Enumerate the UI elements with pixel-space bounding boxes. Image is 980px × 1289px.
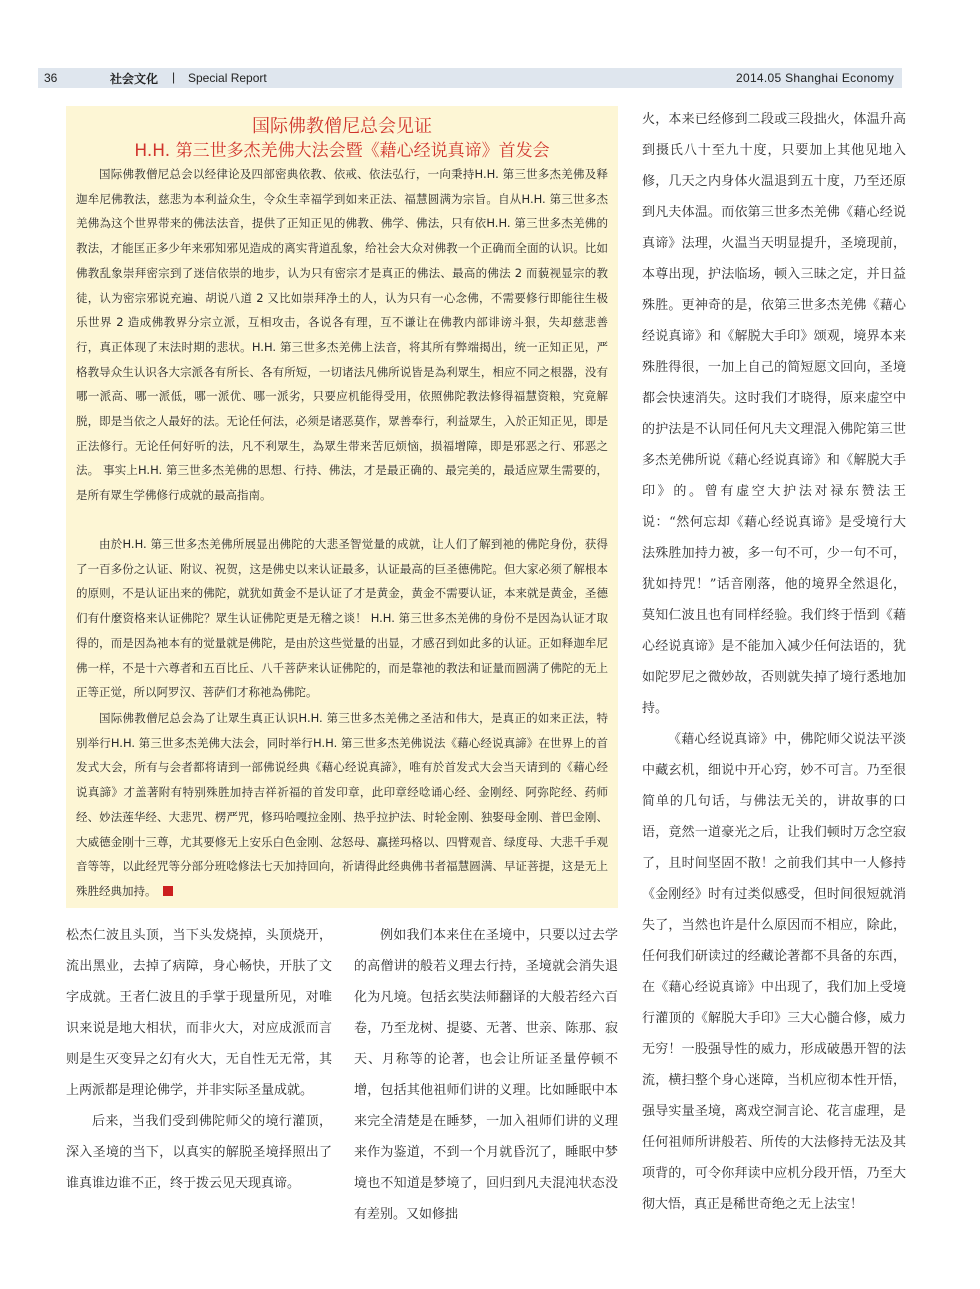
column-right-paragraph-2: 《藉心经说真谛》中，佛陀师父说法平淡中藏玄机，细说中开心窍，妙不可言。乃至很简单的几句话，与佛法无关的，讲故事的口语，竟然一道豪光之后，让我们顿时万念空寂了，且时间坚固不散！之前我们其中一人修持《金刚经》时有过类似感受，但时间很短就消失了，当然也许是什么原因而不相应，除此，任何我们研读过的经藏论著都不具备的东西，在《藉心经说真谛》中出现了，我们加上受境行灌顶的《解脱大手印》三大心髓合修，威力无穷！一股强导性的威力，形成破愚开智的法流，横扫整个身心迷障，当机应彻本性开悟，强导实量圣境，离戏空洞言论、花言虚理，是任何祖师所讲般若、所传的大法修持无法及其项背的，可令你拜读中应机分段开悟，乃至大彻大悟，真正是稀世奇绝之无上法宝！ <box>642 732 906 1212</box>
announcement-subtitle: H.H. 第三世多杰羌佛大法会暨《藉心经说真谛》首发会 <box>134 141 550 161</box>
column-middle-paragraph-1: 例如我们本来住在圣境中，只要以过去学的高僧讲的般若义理去行持，圣境就会消失退化为凡境。包括玄奘法师翻译的大般若经六百卷，乃至龙树、提婆、无著、世亲、陈那、寂天、月称等的论著，也会让所证圣量停顿不增，包括其他祖师们讲的义理。比如睡眠中本来完全清楚是在睡梦，一加入祖师们讲的义理来作为鉴道，不到一个月就昏沉了，睡眠中梦境也不知道是梦境了，回归到凡夫混沌状态没有差别。又如修拙 <box>354 928 618 1222</box>
announcement-box <box>66 106 618 908</box>
column-right-paragraph-1: 火，本来已经修到二段或三段拙火，体温升高到摄氏八十至九十度，只要加上其他见地入修，几天之内身体火温退到五十度，乃至还原到凡夫体温。而依第三世多杰羌佛《藉心经说真谛》法理，火温当天明显提升，圣境现前，本尊出现，护法临场，顿入三昧之定，并日益殊胜。更神奇的是，依第三世多杰羌佛《藉心经说真谛》和《解脱大手印》颂观，境界本来殊胜得很，一加上自己的简短愿文回向，圣境都会快速消失。这时我们才晓得，原来虚空中的护法是不认同任何凡夫文理混入佛陀第三世多杰羌佛所说《藉心经说真谛》和《解脱大手印》的。曾有虚空大护法对禄东赞法王说：“然何忘却《藉心经说真谛》是受境行大法殊胜加持力被，多一句不可，少一句不可，犹如持咒！”话音刚落，他的境界全然退化，莫知仁波且也有同样经验。我们终于悟到《藉心经说真谛》是不能加入减少任何法语的，犹如陀罗尼之微妙故，否则就失掉了境行悉地加持。 <box>642 112 906 716</box>
section-name: 社会文化 <box>110 72 159 86</box>
column-left-paragraph-2: 后来，当我们受到佛陀师父的境行灌顶，深入圣境的当下，以真实的解脱圣境择照出了谁真谁边谁不正，终于拨云见天现真谛。 <box>66 1114 332 1191</box>
text-column-middle <box>354 920 618 1230</box>
announcement-paragraph-3-text: 国际佛教僧尼总会為了让眾生真正认识H.H. 第三世多杰羌佛之圣洁和伟大，是真正的如来正法，特别举行H.H. 第三世多杰羌佛大法会，同时举行H.H. 第三世多杰羌佛说法《藉心经说真諦》在世界上的首发式大会，所有与会者都将请到一部佛说经典《藉心经说真諦》，唯有於首发式大会当天请到的《藉心经说真諦》才盖著附有特别殊胜加持吉祥祈福的首发印章，此印章经唸诵心经、金刚经、阿弥陀经、药师经、妙法莲华经、大悲咒、楞严咒，修玛哈嘎拉金刚、热乎拉护法、时轮金刚、独娶母金刚、普巴金刚、大威德金刚十三尊，尤其要修无上安乐白色金刚、忿怒母、赢搓玛格以、四臂观音、绿度母、大悲千手观音等等，以此经咒等分部分班唸修法七天加持回向，祈请得此经典佛书者福慧圆满、早证菩提，这是无上殊胜经典加持。 <box>76 711 608 898</box>
text-column-right <box>642 104 906 1220</box>
page-header <box>38 68 902 88</box>
announcement-paragraph-2: 由於H.H. 第三世多杰羌佛所展显出佛陀的大悲圣智觉量的成就，让人们了解到祂的佛陀身份，获得了一百多份之认证、附议、祝贺，这是佛史以来认证最多，认证最高的巨圣德佛陀。但大家必须了解根本的原则，不是认证出来的佛陀，就犹如黄金不是认证了才是黄金，黄金不需要认证，本来就是黄金，圣德们有什麼资格来认证佛陀？眾生认证佛陀更是无稽之谈！ H.H. 第三世多杰羌佛的身份不是因為认证才取得的，而是因為祂本有的觉量就是佛陀，是由於这些觉量的出显，才感召到如此多的认证。正如释迦牟尼佛一样，不是十六尊者和五百比丘、八千菩萨来认证佛陀的，而是靠祂的教法和证量而圆满了佛陀的无上正等正觉，所以阿罗汉、菩萨们才称祂為佛陀。 <box>76 537 608 700</box>
issue-label: 2014.05 Shanghai Economy <box>736 71 894 85</box>
header-separator: | <box>172 70 176 84</box>
section-report-label: Special Report <box>188 71 267 85</box>
column-left-paragraph-1: 松杰仁波且头顶，当下头发烧掉，头顶烧开，流出黑业，去掉了病障，身心畅快，开肤了文字成就。王者仁波且的手掌于现量所见，对唯识来说是地大相状，而非火大，对应成派而言则是生灭变异之幻有火大，无自性无无常，其上两派都是理论佛学，并非实际圣量成就。 <box>66 928 332 1098</box>
announcement-paragraph-1: 国际佛教僧尼总会以经律论及四部密典依教、依戒、依法弘行，一向秉持H.H. 第三世多杰羌佛及释迦牟尼佛教法，慈悲为本利益众生，令众生幸福学到如来正法、福慧圆满为宗旨。自从H.H. 第三世多杰羌佛為这个世界带来的佛法法音，提供了正知正见的佛教、佛学、佛法，只有依H.H. 第三世多杰羌佛的教法，才能匡正多少年来邪知邪见造成的离实背道乱象，给社会大众对佛教一个正确而全面的认识。比如佛教乱象崇拜密宗到了迷信依崇的地步，认为只有密宗才是真正的佛法、最高的佛法 2 而藐视显宗的教徒，认为密宗邪说充遍、胡说八道 2 又比如崇拜净土的人，认为只有一心念佛，不需要修行即能往生极乐世界 2 造成佛教界分宗立派，互相攻击，各说各有理，互不谦让在佛教内部诽谤斗狠，失却慈悲善行，真正体现了末法时期的悲状。H.H. 第三世多杰羌佛上法音，将其所有弊端揭出，统一正知正见，严格教导众生认识各大宗派各有所长、各有所短，一切诸法凡佛所说皆是為利眾生，相应不同之根器，没有哪一派高、哪一派低，哪一派优、哪一派劣，只要应机能得受用，依照佛陀教法修得福慧资粮，究竟解脱，即是当依之人最好的法。无论任何法，必须是诸恶莫作，眾善奉行，利益眾生，入於正知正见，即是正法修行。无论任何好听的法，凡不利眾生，為眾生带来苦厄烦恼，损福增障，即是邪恶之行、邪恶之法。 事实上H.H. 第三世多杰羌佛的思想、行持、佛法，才是最正确的、最完美的，最适应眾生需要的，是所有眾生学佛修行成就的最高指南。 <box>76 167 608 503</box>
text-column-left <box>66 920 332 1199</box>
announcement-title: 国际佛教僧尼总会见证 <box>252 116 432 137</box>
page-number: 36 <box>44 71 58 85</box>
end-mark-icon <box>163 886 173 896</box>
announcement-paragraph-3 <box>76 706 608 904</box>
